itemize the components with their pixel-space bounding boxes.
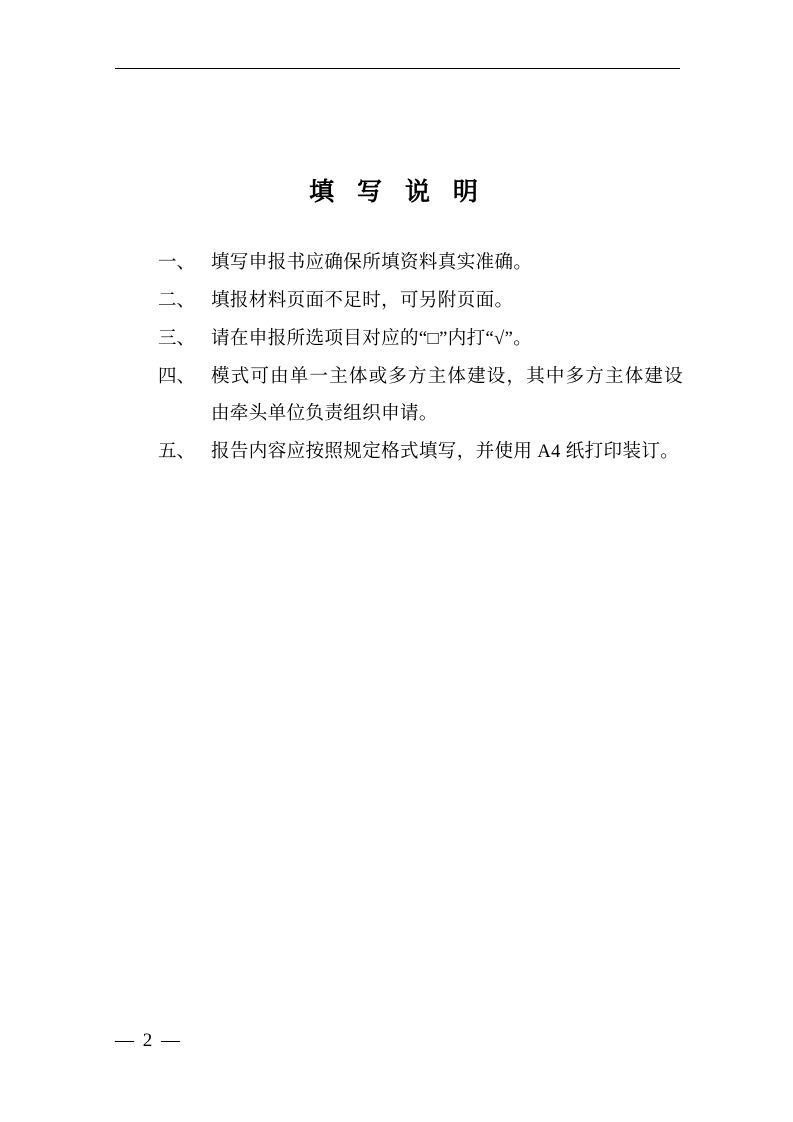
list-item: [158, 245, 683, 282]
list-item-marker: 二、: [158, 291, 196, 311]
list-item-marker: 五、: [158, 442, 196, 462]
list-item: [158, 434, 683, 471]
list-item-marker: 三、: [158, 329, 196, 349]
list-item-text: 模式可由单一主体或多方主体建设，其中多方主体建设由牵头单位负责组织申请。: [211, 367, 683, 424]
list-item-marker: 一、: [158, 253, 196, 273]
list-item-text: 请在申报所选项目对应的“□”内打“√”。: [211, 329, 533, 349]
list-item-text: 填写申报书应确保所填资料真实准确。: [211, 253, 533, 273]
instruction-list: [158, 245, 683, 472]
list-item-text: 填报材料页面不足时，可另附页面。: [211, 291, 514, 311]
list-item-marker: 四、: [158, 367, 196, 387]
page-title: 填 写 说 明: [309, 178, 486, 206]
list-item-text: 报告内容应按照规定格式填写，并使用 A4 纸打印装订。: [211, 442, 680, 462]
list-item: [158, 321, 683, 358]
list-item: [158, 359, 683, 433]
page-number: — 2 —: [115, 1030, 182, 1051]
header-divider: [115, 68, 680, 69]
list-item: [158, 283, 683, 320]
